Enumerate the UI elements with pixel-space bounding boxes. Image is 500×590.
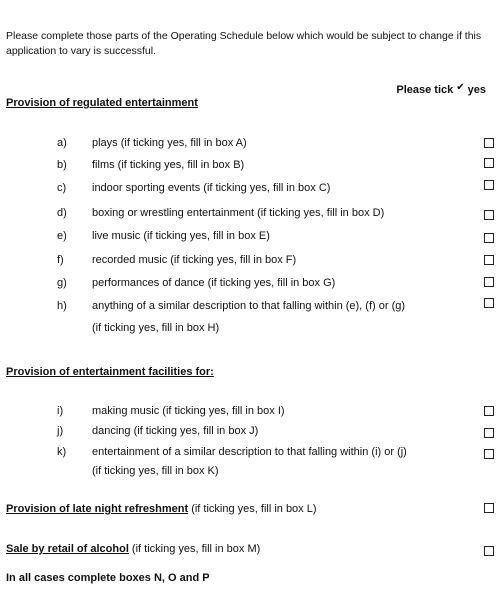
checkbox-making-music[interactable] xyxy=(484,406,494,416)
checkbox-late-night-refreshment[interactable] xyxy=(484,503,494,513)
checkbox-dancing[interactable] xyxy=(484,428,494,438)
checkbox-plays[interactable] xyxy=(484,138,494,148)
item-letter: j) xyxy=(57,425,64,437)
item-letter: a) xyxy=(57,137,67,149)
item-letter: d) xyxy=(57,207,67,219)
checkbox-similar-facilities[interactable] xyxy=(484,449,494,459)
item-text-dance: performances of dance (if ticking yes, fill in box G) xyxy=(92,277,336,289)
item-text-recorded-music: recorded music (if ticking yes, fill in box F) xyxy=(92,254,297,266)
checkbox-recorded-music[interactable] xyxy=(484,255,494,265)
alcohol-heading: Sale by retail of alcohol xyxy=(6,543,129,555)
section-heading-entertainment-facilities: Provision of entertainment facilities for: xyxy=(6,366,214,378)
item-letter: f) xyxy=(57,254,64,266)
final-note: In all cases complete boxes N, O and P xyxy=(6,572,210,584)
item-text-making-music: making music (if ticking yes, fill in box I) xyxy=(92,405,285,417)
item-letter: b) xyxy=(57,159,67,171)
item-text-similar-facilities: entertainment of a similar description to that falling within (i) or (j) xyxy=(92,446,407,458)
intro-text: Please complete those parts of the Operating Schedule below which would be subject to change if this application to vary is successful. xyxy=(6,30,482,57)
item-text-similar-facilities-note: (if ticking yes, fill in box K) xyxy=(92,465,219,477)
late-night-refreshment-line xyxy=(6,503,317,515)
item-text-dancing: dancing (if ticking yes, fill in box J) xyxy=(92,425,259,437)
item-letter: k) xyxy=(57,446,67,458)
alcohol-note: (if ticking yes, fill in box M) xyxy=(128,543,261,555)
item-letter: g) xyxy=(57,277,67,289)
item-text-indoor-sporting: indoor sporting events (if ticking yes, fill in box C) xyxy=(92,182,331,194)
checkbox-alcohol[interactable] xyxy=(484,546,494,556)
item-text-live-music: live music (if ticking yes, fill in box E) xyxy=(92,230,270,242)
tick-header-prefix: Please tick xyxy=(396,84,454,96)
checkbox-boxing-wrestling[interactable] xyxy=(484,210,494,220)
tick-header xyxy=(396,84,486,96)
item-text-plays: plays (if ticking yes, fill in box A) xyxy=(92,137,247,149)
late-night-refreshment-heading: Provision of late night refreshment xyxy=(6,503,189,515)
item-letter: h) xyxy=(57,300,67,312)
tick-header-suffix: yes xyxy=(467,84,486,96)
checkbox-indoor-sporting[interactable] xyxy=(484,180,494,190)
checkbox-live-music[interactable] xyxy=(484,233,494,243)
item-text-boxing-wrestling: boxing or wrestling entertainment (if ticking yes, fill in box D) xyxy=(92,207,385,219)
item-text-similar-entertainment: anything of a similar description to that falling within (e), (f) or (g) xyxy=(92,300,406,312)
item-letter: i) xyxy=(57,405,64,417)
alcohol-line xyxy=(6,543,260,555)
checkbox-films[interactable] xyxy=(484,158,494,168)
section-heading-regulated-entertainment: Provision of regulated entertainment xyxy=(6,97,198,109)
late-night-refreshment-note: (if ticking yes, fill in box L) xyxy=(188,503,317,515)
item-text-similar-entertainment-note: (if ticking yes, fill in box H) xyxy=(92,322,220,334)
checkbox-similar-entertainment[interactable] xyxy=(484,298,494,308)
item-letter: c) xyxy=(57,182,67,194)
checkbox-dance[interactable] xyxy=(484,277,494,287)
item-letter: e) xyxy=(57,230,67,242)
item-text-films: films (if ticking yes, fill in box B) xyxy=(92,159,245,171)
checkmark-icon: ✔ xyxy=(456,82,465,93)
